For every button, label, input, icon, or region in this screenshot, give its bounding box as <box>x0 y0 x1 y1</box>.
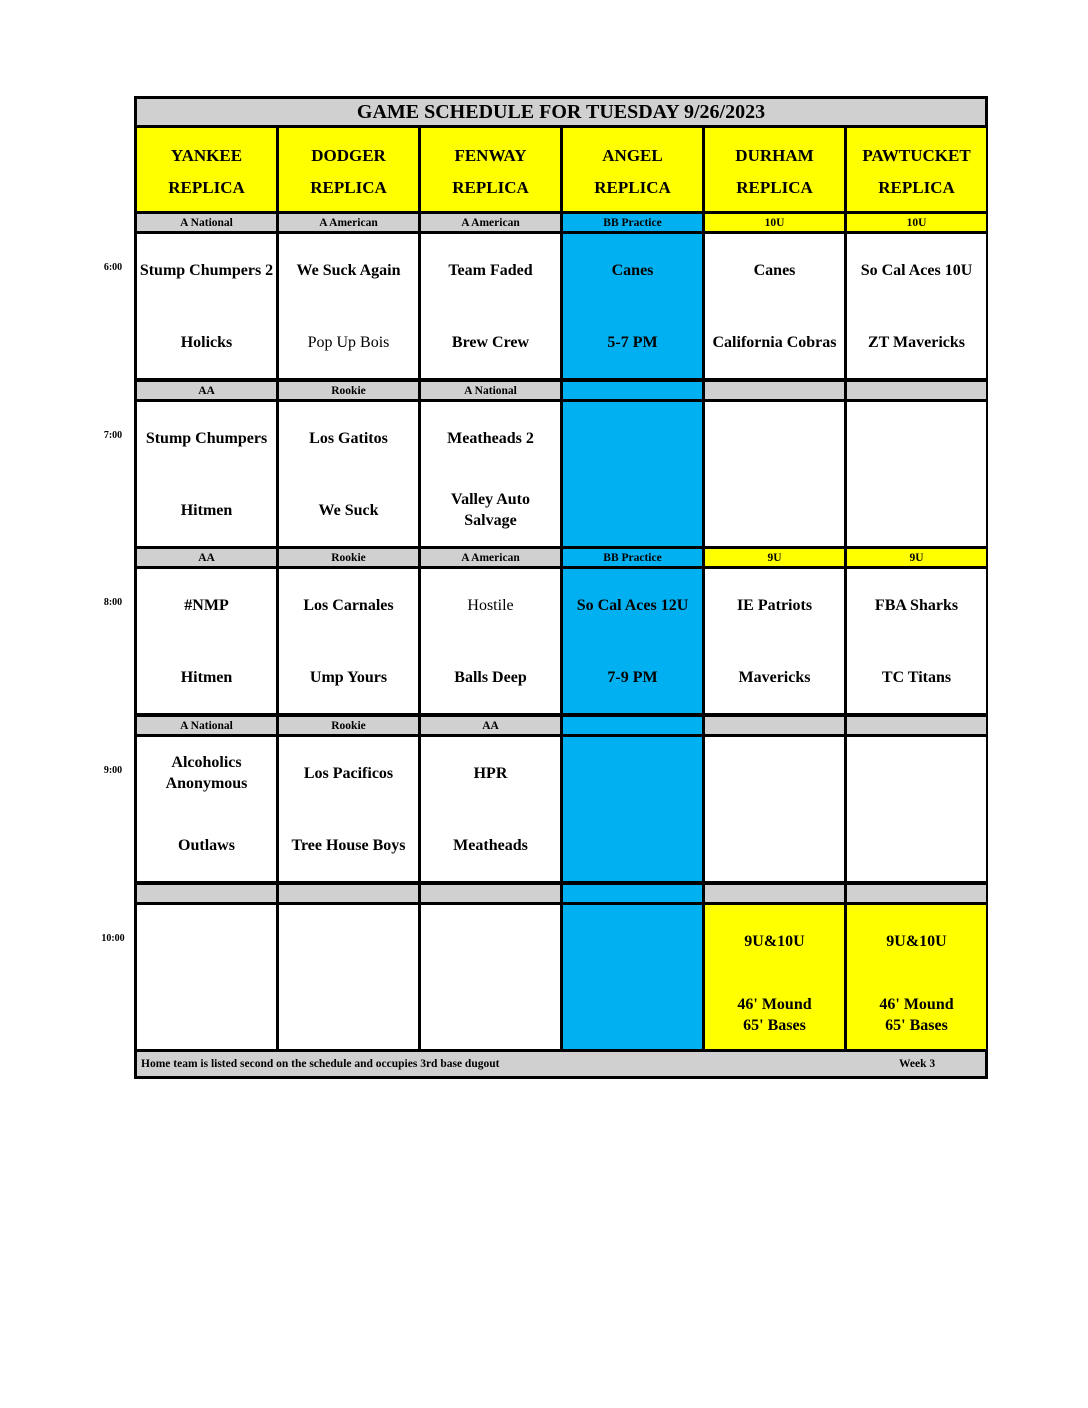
game-cell <box>705 737 844 881</box>
game-cell <box>563 905 702 1049</box>
home-team <box>847 474 986 546</box>
game-cell <box>279 737 418 881</box>
away-team <box>705 402 844 474</box>
game-cell <box>847 905 986 1049</box>
home-team: Outlaws <box>178 836 235 854</box>
venue-header <box>137 128 276 211</box>
game-cell <box>137 905 276 1049</box>
away-team: Canes <box>753 261 796 279</box>
venue-header <box>847 128 986 211</box>
game-cell <box>421 569 560 713</box>
division-label <box>705 717 844 734</box>
venue-subtitle: REPLICA <box>878 178 955 197</box>
division-label: BB Practice <box>563 549 702 566</box>
away-team: 9U&10U <box>886 932 947 950</box>
footer-note <box>137 1052 985 1076</box>
game-cell <box>137 234 276 378</box>
division-label <box>847 885 986 902</box>
home-team: Valley Auto Salvage <box>451 491 530 529</box>
home-team: California Cobras <box>712 333 837 351</box>
home-team: Meatheads <box>453 836 528 854</box>
home-team: 46' Mound 65' Bases <box>879 996 954 1034</box>
home-team-note: Home team is listed second on the schedule and occupies 3rd base dugout <box>141 1058 500 1070</box>
division-label: A American <box>421 549 560 566</box>
division-label <box>563 885 702 902</box>
home-team: Hitmen <box>180 501 233 519</box>
division-label: 10U <box>705 214 844 231</box>
home-team <box>137 977 276 1049</box>
venue-subtitle: REPLICA <box>452 178 529 197</box>
home-team <box>563 809 702 881</box>
home-team: Hitmen <box>180 668 233 686</box>
time-label: 6:00 <box>103 262 123 273</box>
home-team: 7-9 PM <box>607 668 658 686</box>
away-team: Team Faded <box>448 261 533 279</box>
away-team <box>847 737 986 809</box>
division-label: A National <box>137 717 276 734</box>
away-team: HPR <box>473 764 508 782</box>
week-label: Week 3 <box>899 1058 936 1070</box>
game-cell <box>421 402 560 546</box>
division-label: AA <box>421 717 560 734</box>
game-cell <box>137 737 276 881</box>
game-cell <box>847 234 986 378</box>
division-label: 10U <box>847 214 986 231</box>
venue-subtitle: REPLICA <box>736 178 813 197</box>
division-label: A American <box>421 214 560 231</box>
venue-name: DODGER <box>311 146 386 165</box>
away-team <box>563 905 702 977</box>
away-team: We Suck Again <box>296 261 401 279</box>
home-team: ZT Mavericks <box>867 333 966 351</box>
away-team <box>137 905 276 977</box>
away-team: Los Pacificos <box>303 764 394 782</box>
division-label: BB Practice <box>563 214 702 231</box>
home-team <box>563 474 702 546</box>
division-label <box>421 885 560 902</box>
home-team: Mavericks <box>738 668 811 686</box>
game-cell <box>279 905 418 1049</box>
home-team: 5-7 PM <box>607 333 658 351</box>
venue-header <box>421 128 560 211</box>
time-label: 7:00 <box>103 430 123 441</box>
time-label: 10:00 <box>101 933 125 944</box>
time-label: 8:00 <box>103 597 123 608</box>
away-team: Meatheads 2 <box>447 429 534 447</box>
away-team: Los Gatitos <box>309 429 388 447</box>
division-label <box>563 382 702 399</box>
division-label <box>847 717 986 734</box>
home-team <box>563 977 702 1049</box>
away-team: So Cal Aces 12U <box>576 596 689 614</box>
home-team: Tree House Boys <box>291 836 406 854</box>
venue-header <box>705 128 844 211</box>
division-label <box>705 885 844 902</box>
home-team: Ump Yours <box>309 668 388 686</box>
game-cell <box>705 569 844 713</box>
game-cell <box>421 234 560 378</box>
schedule-title: GAME SCHEDULE FOR TUESDAY 9/26/2023 <box>137 99 985 125</box>
away-team: #NMP <box>184 596 229 614</box>
away-team: Alcoholics Anonymous <box>165 754 248 792</box>
away-team <box>279 905 418 977</box>
time-label: 9:00 <box>103 765 123 776</box>
division-label: 9U <box>847 549 986 566</box>
game-cell <box>705 234 844 378</box>
venue-subtitle: REPLICA <box>594 178 671 197</box>
venue-subtitle: REPLICA <box>168 178 245 197</box>
venue-name: YANKEE <box>170 146 243 165</box>
game-cell <box>563 402 702 546</box>
away-team: IE Patriots <box>736 596 813 614</box>
home-team: Balls Deep <box>454 668 527 686</box>
schedule-table <box>134 96 988 1079</box>
home-team: Pop Up Bois <box>307 333 390 351</box>
away-team <box>563 737 702 809</box>
home-team: 46' Mound 65' Bases <box>737 996 812 1034</box>
game-cell <box>279 569 418 713</box>
division-label <box>137 885 276 902</box>
away-team <box>421 905 560 977</box>
game-cell <box>705 402 844 546</box>
game-cell <box>421 905 560 1049</box>
venue-name: DURHAM <box>735 146 814 165</box>
home-team: We Suck <box>318 501 379 519</box>
venue-name: ANGEL <box>602 146 663 165</box>
away-team: So Cal Aces 10U <box>860 261 973 279</box>
game-cell <box>279 402 418 546</box>
game-cell <box>847 737 986 881</box>
division-label: 9U <box>705 549 844 566</box>
away-team: Los Carnales <box>303 596 394 614</box>
home-team <box>847 809 986 881</box>
division-label <box>563 717 702 734</box>
home-team <box>705 474 844 546</box>
away-team: FBA Sharks <box>874 596 959 614</box>
division-label: A National <box>137 214 276 231</box>
venue-subtitle: REPLICA <box>310 178 387 197</box>
venue-name: FENWAY <box>454 146 527 165</box>
game-cell <box>279 234 418 378</box>
division-label: A National <box>421 382 560 399</box>
venue-header <box>563 128 702 211</box>
away-team <box>847 402 986 474</box>
away-team: Stump Chumpers 2 <box>139 261 274 279</box>
division-label <box>705 382 844 399</box>
home-team <box>705 809 844 881</box>
away-team: Stump Chumpers <box>145 429 268 447</box>
division-label: AA <box>137 549 276 566</box>
game-cell <box>563 569 702 713</box>
home-team: Holicks <box>180 333 233 351</box>
game-cell <box>563 234 702 378</box>
game-cell <box>563 737 702 881</box>
division-label <box>279 885 418 902</box>
venue-header <box>279 128 418 211</box>
away-team: Hostile <box>467 596 514 614</box>
game-cell <box>137 569 276 713</box>
home-team <box>421 977 560 1049</box>
away-team: 9U&10U <box>744 932 805 950</box>
division-label <box>847 382 986 399</box>
division-label: Rookie <box>279 549 418 566</box>
game-cell <box>421 737 560 881</box>
game-cell <box>137 402 276 546</box>
venue-name: PAWTUCKET <box>862 146 971 165</box>
division-label: Rookie <box>279 382 418 399</box>
home-team: TC Titans <box>881 668 952 686</box>
home-team <box>279 977 418 1049</box>
division-label: AA <box>137 382 276 399</box>
division-label: Rookie <box>279 717 418 734</box>
home-team: Brew Crew <box>451 333 530 351</box>
game-cell <box>705 905 844 1049</box>
game-cell <box>847 402 986 546</box>
away-team: Canes <box>611 261 654 279</box>
away-team <box>705 737 844 809</box>
game-cell <box>847 569 986 713</box>
division-label: A American <box>279 214 418 231</box>
away-team <box>563 402 702 474</box>
